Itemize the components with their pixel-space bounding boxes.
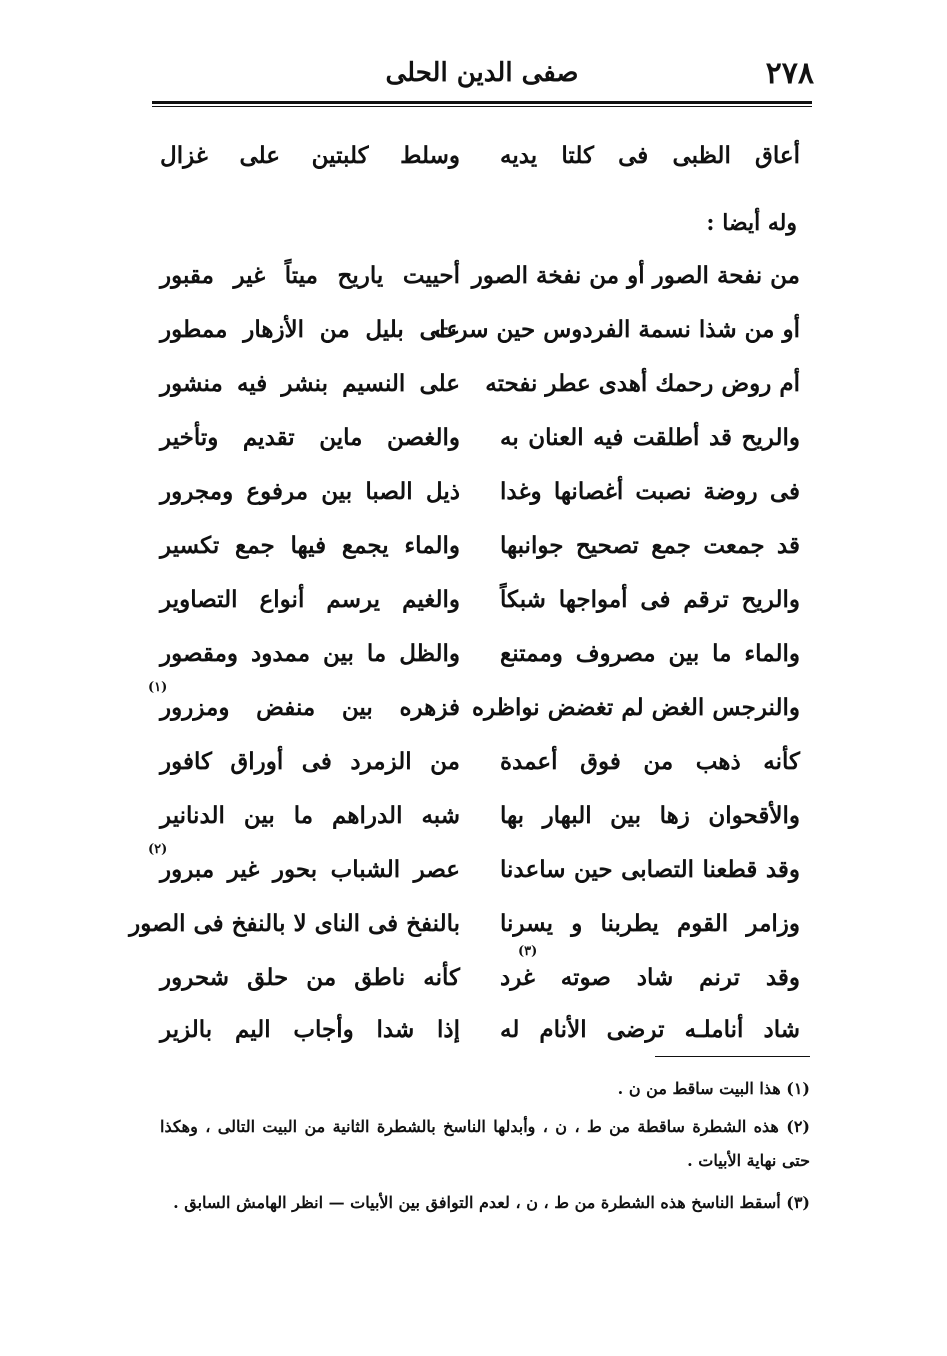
verse-row [160,370,800,410]
verse-second-hemistich: والماء يجمع فيها جمع تكسير [160,532,460,559]
footnote-2: (٢) هذه الشطرة ساقطة من ط ، ن ، وأبدلها الناسخ بالشطرة الثانية من البيت التالى ، وهكذا حتى نهاية الأبيات . [160,1117,810,1170]
poem-intro: وله أيضا : [706,210,797,236]
verse-first-hemistich: وقد ترنم شاد صوته غرد [500,964,800,991]
page-number: ٢٧٨ [765,56,814,91]
verse-row [160,694,800,734]
verse-second-hemistich: شبه الدراهم ما بين الدنانير [160,802,460,829]
verse-second-hemistich: إذا شدا وأجاب اليم بالزير [160,1016,460,1043]
footnote-1: (١) هذا البيت ساقط من ن . [617,1079,810,1098]
verse-row [160,802,800,842]
verse-row [160,748,800,788]
footnote-rule [655,1056,810,1057]
verse-second-hemistich: ذيل الصبا بين مرفوع ومجرور [160,478,460,505]
verse-row [160,532,800,572]
footnote-ref-2: (٢) [148,842,168,857]
verse-row [160,586,800,626]
verse-second-hemistich: أحييت ياريح ميتاً غير مقبور [160,262,460,289]
opening-verse-first-hemistich: أعاق الظبى فى كلتا يديه [500,142,800,169]
verse-second-hemistich: والغصن ماين تقديم وتأخير [160,424,460,451]
verse-row [160,856,800,896]
verse-second-hemistich: على النسيم بنشر فيه منشور [160,370,460,397]
verse-first-hemistich: قد جمعت جمع تصحيح جوانبها [500,532,800,559]
footnote-ref-3: (٣) [518,944,538,959]
verse-second-hemistich: عصر الشباب بحور غير مبرور [160,856,460,883]
verse-row [160,424,800,464]
verse-first-hemistich: والأقحوان زها بين البهار بها [500,802,800,829]
verse-first-hemistich: أو من شذا نسمة الفردوس حين سرت [434,316,800,343]
verse-first-hemistich: شاد أناملـه ترضى الأنام له [500,1016,800,1043]
opening-verse [160,142,800,182]
verse-first-hemistich: من نفحة الصور أو من نفخة الصور [471,262,800,289]
verse-first-hemistich: وقد قطعنا التصابى حين ساعدنا [500,856,800,883]
verse-first-hemistich: كأنه ذهب من فوق أعمدة [500,748,800,775]
opening-verse-second-hemistich: وسلط كلبتين على غزال [160,142,460,169]
verse-second-hemistich: والغيم يرسم أنواع التصاوير [160,586,460,613]
verse-first-hemistich: فى روضة نصبت أغصانها وغدا [500,478,800,505]
verse-row [160,964,800,1004]
verse-row [129,910,800,950]
page-header [150,56,814,96]
footnote-3: (٣) أسقط الناسخ هذه الشطرة من ط ، ن ، لعدم التوافق بين الأبيات — انظر الهامش السابق . [173,1193,810,1212]
verse-row [160,262,800,302]
verse-second-hemistich: فزهره بين منفض ومزرور [160,694,460,721]
verse-second-hemistich: من الزمرد فى أوراق كافور [160,748,460,775]
verse-first-hemistich: والريح ترقم فى أمواجها شبكاً [500,586,800,613]
verse-first-hemistich: وزامر القوم يطربنا و يسرنا [500,910,800,937]
verse-row [160,1016,800,1056]
verse-first-hemistich: أم روض رحمك أهدى عطر نفحته [485,370,800,397]
verse-second-hemistich: على بليل من الأزهار ممطور [160,316,460,343]
verse-second-hemistich: بالنفخ فى الناى لا بالنفخ فى الصور [129,910,460,937]
verse-first-hemistich: والريح قد أطلقت فيه العنان به [500,424,800,451]
verse-row [160,316,800,356]
running-title: صفى الدين الحلى [385,58,579,88]
verse-first-hemistich: والنرجس الغض لم تغضض نواظره [471,694,800,721]
verse-row [160,640,800,680]
verse-row [160,478,800,518]
header-rule [152,101,812,107]
footnote-ref-1: (١) [148,680,168,695]
verse-second-hemistich: كأنه ناطق من حلق شحرور [160,964,460,991]
verse-first-hemistich: والماء ما بين مصروف وممتنع [500,640,800,667]
verse-second-hemistich: والظل ما بين ممدود ومقصور [160,640,460,667]
